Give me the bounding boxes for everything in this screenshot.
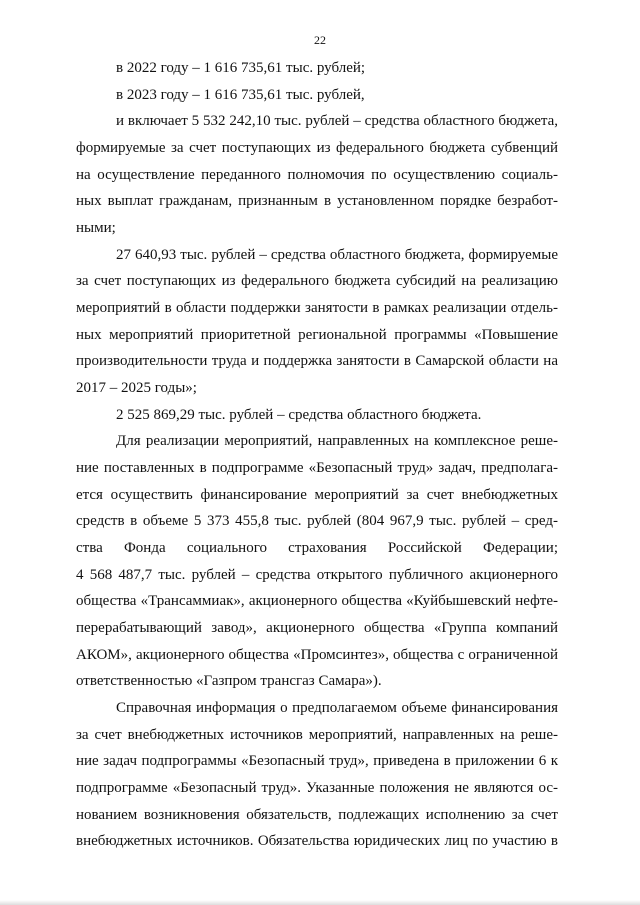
text-line-23: АКОМ», акционерного общества «Промсинтез», общества с ограниченной	[76, 647, 558, 663]
text-line-25: Справочная информация о предполагаемом объеме финансирования	[116, 700, 558, 716]
text-line-15: Для реализации мероприятий, направленных на комплексное реше-	[116, 433, 558, 449]
text-line-3: и включает 5 532 242,10 тыс. рублей – средства областного бюджета,	[116, 113, 558, 129]
page-number: 22	[314, 33, 326, 47]
text-line-29: нованием возникновения обязательств, подлежащих исполнению за счет	[76, 807, 558, 823]
text-line-27: ние задач подпрограммы «Безопасный труд», приведена в приложении 6 к	[76, 753, 558, 769]
text-line-20: 4 568 487,7 тыс. рублей – средства открытого публичного акционерного	[76, 567, 558, 583]
text-line-9: за счет поступающих из федерального бюджета субсидий на реализацию	[76, 273, 558, 289]
text-line-26: за счет внебюджетных источников мероприятий, направленных на реше-	[76, 727, 558, 743]
text-line-28: подпрограмме «Безопасный труд». Указанные положения не являются ос-	[76, 780, 558, 796]
text-line-11: ных мероприятий приоритетной региональной программы «Повышение	[76, 327, 558, 343]
text-line-5: на осуществление переданного полномочия по осуществлению социаль-	[76, 167, 558, 183]
text-line-1: в 2022 году – 1 616 735,61 тыс. рублей;	[116, 60, 366, 76]
text-line-14: 2 525 869,29 тыс. рублей – средства областного бюджета.	[116, 407, 482, 423]
text-line-21: общества «Трансаммиак», акционерного общества «Куйбышевский нефте-	[76, 593, 558, 609]
text-line-19: ства Фонда социального страхования Российской Федерации;	[76, 540, 558, 556]
text-line-8: 27 640,93 тыс. рублей – средства областного бюджета, формируемые	[116, 247, 558, 263]
text-line-2: в 2023 году – 1 616 735,61 тыс. рублей,	[116, 87, 365, 103]
text-line-10: мероприятий в области поддержки занятости в рамках реализации отдель-	[76, 300, 558, 316]
text-line-6: ных выплат гражданам, признанным в установленном порядке безработ-	[76, 193, 558, 209]
text-line-22: перерабатывающий завод», акционерного общества «Группа компаний	[76, 620, 558, 636]
page-bottom-edge	[0, 900, 640, 905]
text-line-13: 2017 – 2025 годы»;	[76, 380, 197, 396]
text-line-30: внебюджетных источников. Обязательства юридических лиц по участию в	[76, 833, 558, 849]
text-line-18: средств в объеме 5 373 455,8 тыс. рублей (804 967,9 тыс. рублей – сред-	[76, 513, 558, 529]
text-line-17: ется осуществить финансирование мероприятий за счет внебюджетных	[76, 487, 558, 503]
text-line-7: ными;	[76, 220, 116, 236]
text-line-12: производительности труда и поддержка занятости в Самарской области на	[76, 353, 558, 369]
text-line-16: ние поставленных в подпрограмме «Безопасный труд» задач, предполага-	[76, 460, 558, 476]
text-line-24: ответственностью «Газпром трансгаз Самара»).	[76, 673, 382, 689]
text-line-4: формируемые за счет поступающих из федерального бюджета субвенций	[76, 140, 558, 156]
